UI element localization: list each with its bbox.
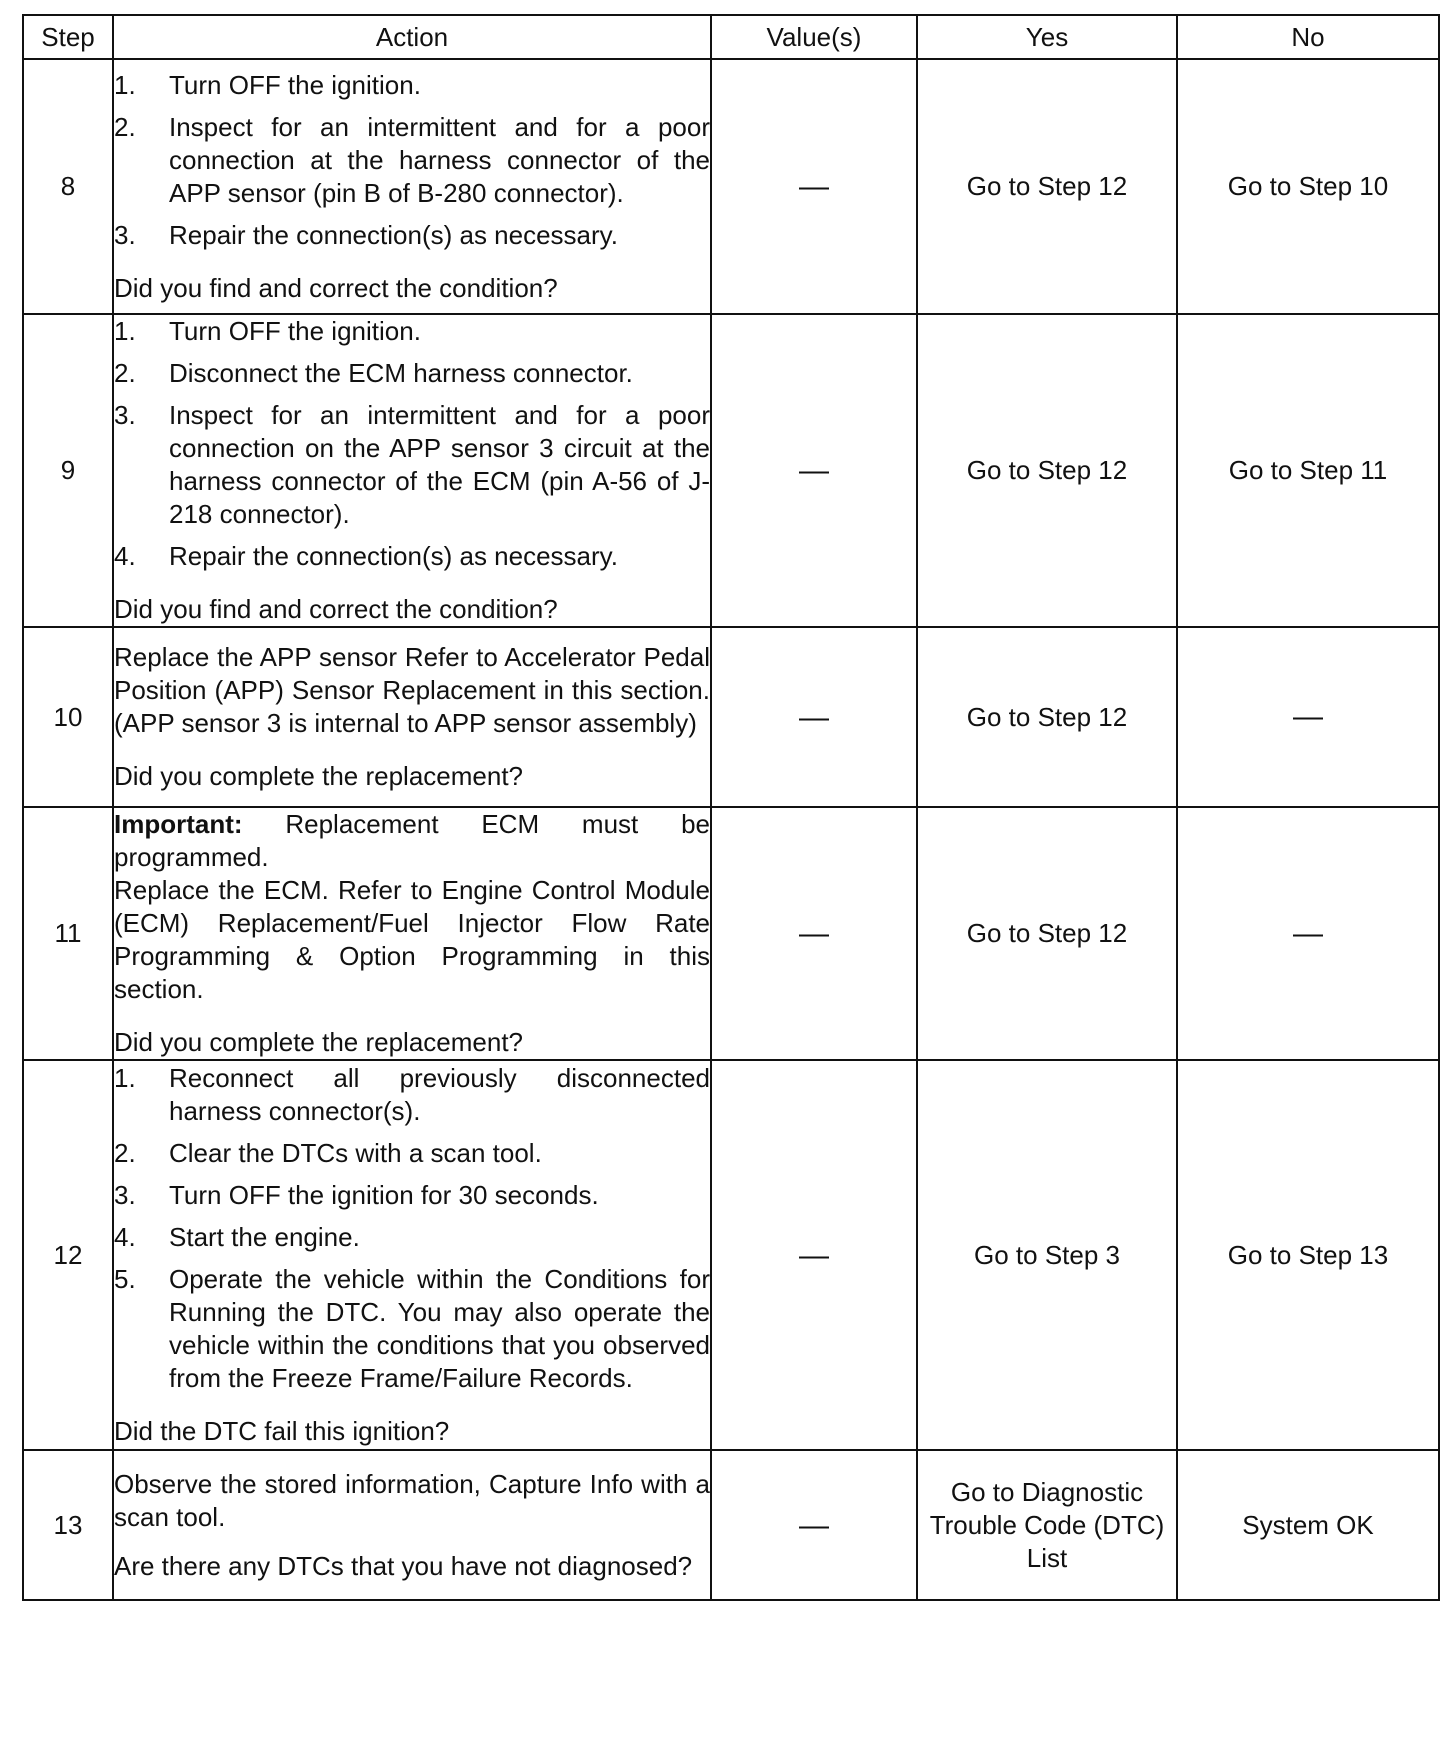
action-cell (113, 59, 711, 314)
no-value: — (1293, 916, 1323, 950)
action-cell (113, 314, 711, 627)
action-step: 1. Turn OFF the ignition. (114, 69, 421, 100)
table-row (23, 59, 1439, 314)
action-cell (113, 1060, 711, 1450)
step-number: 8 (23, 59, 113, 314)
no-cell (1177, 807, 1439, 1060)
action-question: Are there any DTCs that you have not diagnosed? (114, 1550, 693, 1581)
no-value: — (1293, 700, 1323, 733)
yes-cell: Go to Step 3 (917, 1060, 1177, 1450)
action-steps (114, 1062, 710, 1395)
action-question: Did you find and correct the condition? (114, 272, 558, 303)
value-cell: — (711, 627, 917, 807)
yes-cell: Go to Step 12 (917, 314, 1177, 627)
important-note (114, 808, 710, 874)
no-cell (1177, 627, 1439, 807)
table-row (23, 807, 1439, 1060)
col-header-no: No (1177, 15, 1439, 59)
step-number: 10 (23, 627, 113, 807)
value-cell: — (711, 59, 917, 314)
action-step: 1. Turn OFF the ignition. (114, 316, 421, 346)
action-cell (113, 1450, 711, 1600)
action-step: 4. Repair the connection(s) as necessary. (114, 541, 618, 571)
action-step: 1. Reconnect all previously disconnected harness connector(s). (114, 1063, 710, 1126)
action-question: Did you complete the replacement? (114, 1027, 524, 1057)
value-cell: — (711, 807, 917, 1060)
action-question: Did you find and correct the condition? (114, 594, 558, 624)
yes-cell: Go to Step 12 (917, 807, 1177, 1060)
table-row (23, 1450, 1439, 1600)
action-step: 3. Repair the connection(s) as necessary. (114, 219, 618, 250)
step-number: 12 (23, 1060, 113, 1450)
action-step: 4. Start the engine. (114, 1222, 360, 1252)
step-number: 13 (23, 1450, 113, 1600)
action-step: 2. Inspect for an intermittent and for a poor connection at the harness connector of the APP sensor (pin B of B-280 connector). (114, 111, 710, 208)
action-text: Replace the APP sensor Refer to Accelerator Pedal Position (APP) Sensor Replacement in this section. (APP sensor 3 is internal to APP sensor assembly) (114, 642, 710, 738)
action-step: 2. Clear the DTCs with a scan tool. (114, 1138, 542, 1168)
header-row (23, 15, 1439, 59)
important-text: Replacement ECM must be programmed. (114, 809, 710, 872)
important-label: Important: (114, 809, 243, 839)
action-steps (114, 315, 710, 573)
yes-cell: Go to Step 12 (917, 627, 1177, 807)
yes-cell: Go to Step 12 (917, 59, 1177, 314)
col-header-action: Action (113, 15, 711, 59)
action-step: 3. Turn OFF the ignition for 30 seconds. (114, 1180, 599, 1210)
step-number: 11 (23, 807, 113, 1060)
no-cell: Go to Step 10 (1177, 59, 1439, 314)
action-step: 2. Disconnect the ECM harness connector. (114, 358, 633, 388)
no-cell: Go to Step 11 (1177, 314, 1439, 627)
action-step: 3. Inspect for an intermittent and for a poor connection on the APP sensor 3 circuit at the harness connector of the ECM (pin A-56 of J-218 connector). (114, 400, 710, 529)
table-row (23, 314, 1439, 627)
col-header-values: Value(s) (711, 15, 917, 59)
table-row (23, 1060, 1439, 1450)
value-cell: — (711, 1450, 917, 1600)
col-header-step: Step (23, 15, 113, 59)
step-number: 9 (23, 314, 113, 627)
no-cell: Go to Step 13 (1177, 1060, 1439, 1450)
diagnostic-table (22, 14, 1440, 1601)
col-header-yes: Yes (917, 15, 1177, 59)
action-cell (113, 807, 711, 1060)
action-question: Did the DTC fail this ignition? (114, 1416, 450, 1446)
yes-cell: Go to Diagnostic Trouble Code (DTC) List (917, 1450, 1177, 1600)
action-question: Did you complete the replacement? (114, 761, 524, 791)
action-step: 5. Operate the vehicle within the Conditions for Running the DTC. You may also operate the vehicle within the conditions that you observed from the Freeze Frame/Failure Records. (114, 1264, 710, 1393)
value-cell: — (711, 314, 917, 627)
table-row (23, 627, 1439, 807)
action-cell (113, 627, 711, 807)
action-text: Replace the ECM. Refer to Engine Control Module (ECM) Replacement/Fuel Injector Flow Rate Programming & Option Programming in this section. (114, 875, 710, 1004)
action-text: Observe the stored information, Capture Info with a scan tool. (114, 1468, 710, 1532)
no-cell: System OK (1177, 1450, 1439, 1600)
value-cell: — (711, 1060, 917, 1450)
action-steps (114, 69, 710, 252)
